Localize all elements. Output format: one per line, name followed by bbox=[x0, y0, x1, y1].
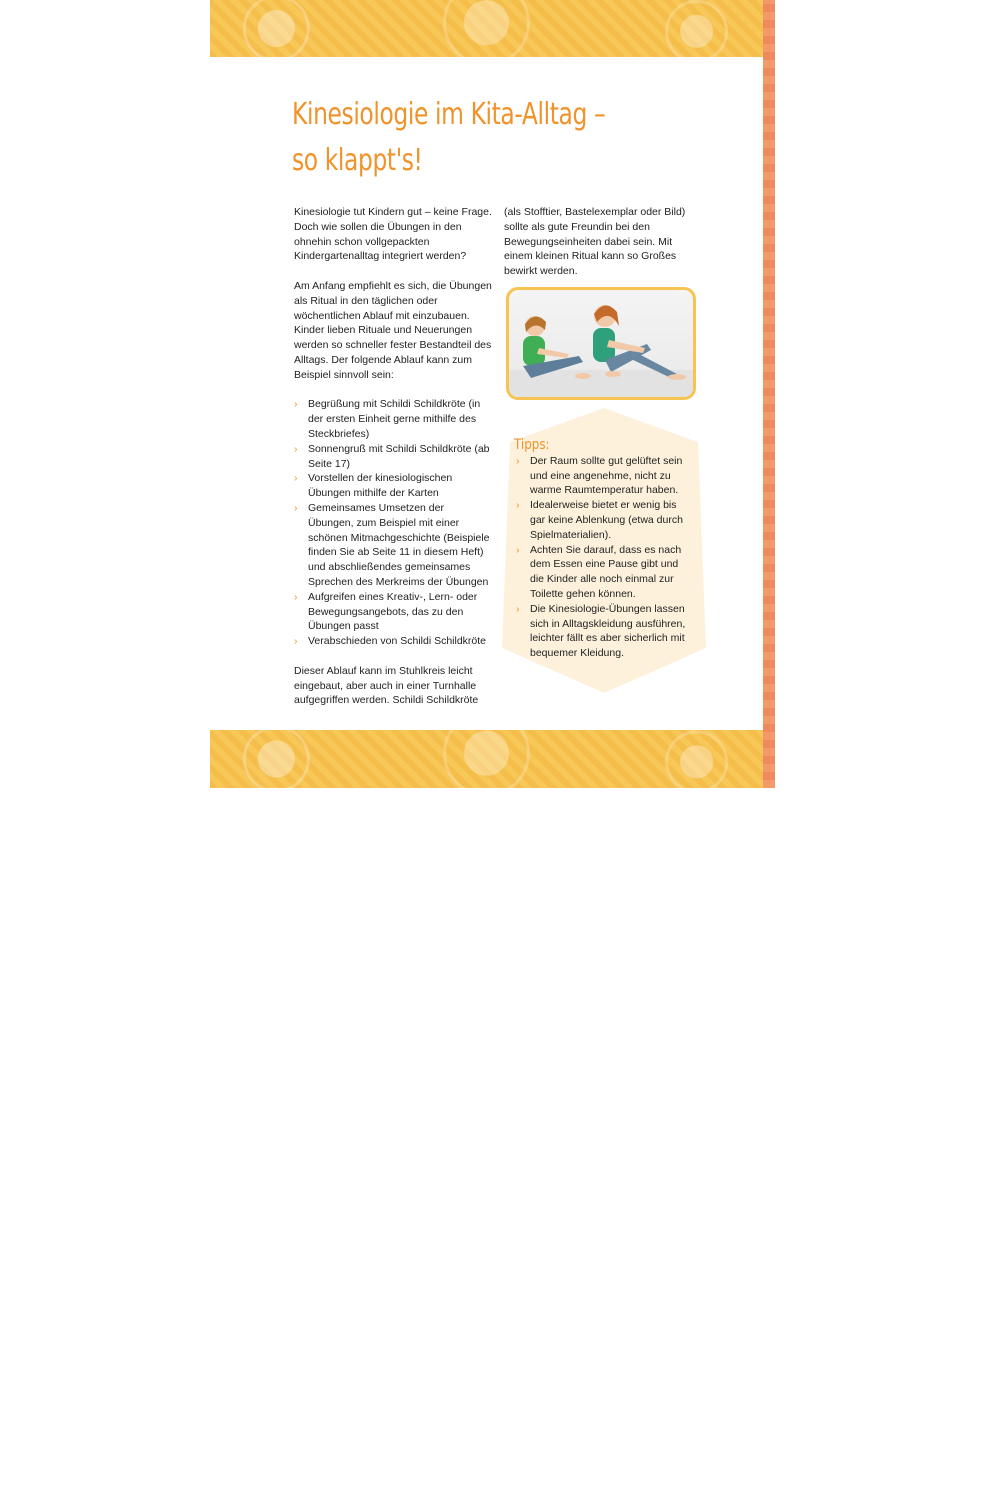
children-illustration bbox=[509, 290, 693, 397]
list-item: › Achten Sie darauf, dass es nach dem Essen eine Pause gibt und die Kinder alle noch einmal zur Toilette gehen können. bbox=[516, 543, 682, 600]
list-item: › Vorstellen der kinesiologischen Übungen mithilfe der Karten bbox=[294, 472, 453, 500]
decorative-side-strip bbox=[763, 0, 775, 788]
list-item: › Sonnengruß mit Schildi Schildkröte (ab Seite 17) bbox=[294, 442, 490, 470]
chevron-right-icon: › bbox=[294, 635, 298, 648]
closing-paragraph: Dieser Ablauf kann im Stuhlkreis leicht eingebaut, aber auch in einer Turnhalle aufgegriffen werden. Schildi Schildkröte bbox=[294, 664, 479, 707]
chevron-right-icon: › bbox=[294, 501, 298, 514]
intro-paragraph: Kinesiologie tut Kindern gut – keine Frage. Doch wie sollen die Übungen in den ohnehin schon vollgepackten Kindergartenalltag integriert werden? bbox=[294, 206, 492, 263]
list-item: › Die Kinesiologie-Übungen lassen sich in Alltagskleidung ausführen, leichter fällt es aber sicherlich mit bequemer Kleidung. bbox=[516, 602, 686, 660]
title-line-1: Kinesiologie im Kita-Alltag – bbox=[292, 97, 606, 132]
children-exercise-photo bbox=[506, 287, 696, 400]
chevron-right-icon: › bbox=[516, 543, 520, 556]
tips-content bbox=[516, 438, 692, 661]
chevron-right-icon: › bbox=[516, 602, 520, 615]
list-item: › Begrüßung mit Schildi Schildkröte (in der ersten Einheit gerne mithilfe des Steckbriefes) bbox=[294, 398, 481, 440]
bottom-ornament-band bbox=[210, 730, 763, 1492]
list-item: › Aufgreifen eines Kreativ-, Lern- oder Bewegungsangebots, das zu den Übungen passt bbox=[294, 590, 478, 633]
chevron-right-icon: › bbox=[516, 454, 520, 467]
left-column bbox=[294, 205, 492, 723]
ritual-paragraph: Am Anfang empfiehlt es sich, die Übungen als Ritual in den täglichen oder wöchentlichen Ablauf mit einzubauen. Kinder lieben Rituale und Neuerungen werden so schneller fester Bestandteil des Alltags. Der folgende Ablauf kann zum Beispiel sinnvoll sein: bbox=[294, 279, 492, 381]
top-ornament-band bbox=[210, 0, 763, 57]
chevron-right-icon: › bbox=[294, 590, 298, 603]
tips-box bbox=[502, 408, 706, 693]
list-item: › Idealerweise bietet er wenig bis gar keine Ablenkung (etwa durch Spielmaterialien). bbox=[516, 499, 683, 541]
chevron-right-icon: › bbox=[294, 472, 298, 485]
chevron-right-icon: › bbox=[294, 442, 298, 455]
list-item: › Verabschieden von Schildi Schildkröte bbox=[294, 635, 487, 648]
ritual-steps-list bbox=[294, 397, 492, 649]
list-item: › Der Raum sollte gut gelüftet sein und eine angenehme, nicht zu warme Raumtemperatur haben. bbox=[516, 454, 683, 497]
chevron-right-icon: › bbox=[516, 499, 520, 512]
chevron-right-icon: › bbox=[294, 398, 298, 411]
tips-heading: Tipps: bbox=[514, 437, 550, 453]
page-title bbox=[292, 92, 620, 184]
title-line-2: so klappt's! bbox=[292, 143, 423, 178]
tips-list bbox=[516, 454, 692, 661]
right-column bbox=[504, 205, 699, 279]
page-number: 10 bbox=[247, 1471, 266, 1492]
book-page bbox=[210, 0, 763, 1492]
continuation-paragraph: (als Stofftier, Bastelexemplar oder Bild) sollte als gute Freundin bei den Bewegungseinheiten dabei sein. Mit einem kleinen Ritual kann so Großes bewirkt werden. bbox=[504, 206, 686, 278]
list-item: › Gemeinsames Umsetzen der Übungen, zum Beispiel mit einer schönen Mitmachgeschichte (Beispiele finden Sie ab Seite 11 in diesem Heft) und abschließendes gemeinsames Sprechen des Merkreims der Übungen bbox=[294, 501, 490, 588]
